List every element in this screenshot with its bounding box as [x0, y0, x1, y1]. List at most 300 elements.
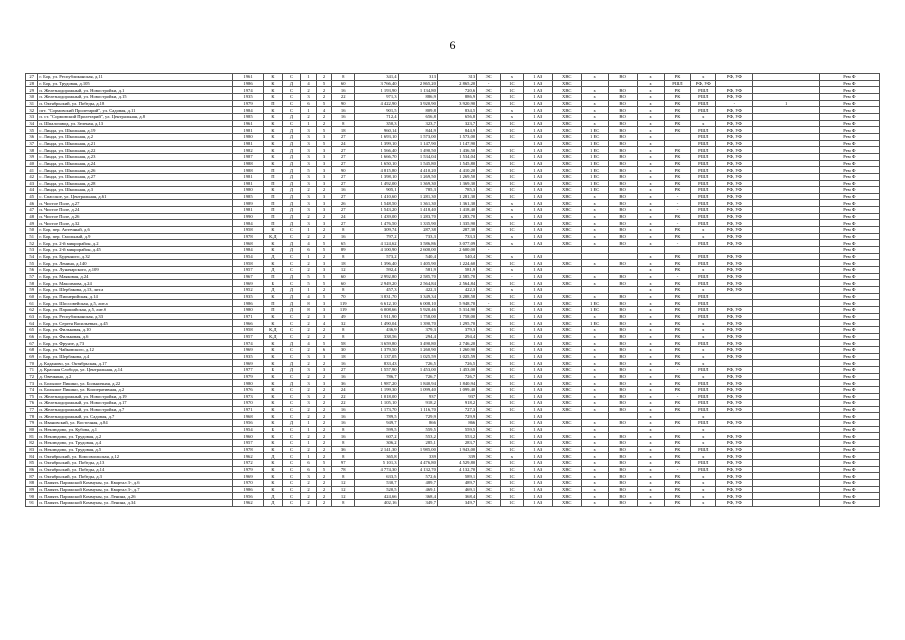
- cell-total-area: 960,14: [355, 127, 398, 134]
- cell-sewerage: ВО: [608, 220, 637, 227]
- cell-floor-type: С: [282, 107, 301, 114]
- cell-repair-fund: Рем Ф: [819, 287, 879, 294]
- cell-basement-repair: х: [691, 373, 716, 380]
- cell-build-year: 1980: [233, 380, 264, 387]
- cell-row-number: 75: [26, 393, 38, 400]
- cell-drainage: х: [637, 80, 664, 87]
- cell-address: г. Бор, ул. Пионерийская, д.14: [38, 293, 233, 300]
- cell-heating: 1С: [501, 120, 524, 127]
- cell-total-area: 1 137,05: [355, 353, 398, 360]
- cell-basement-repair: х: [691, 353, 716, 360]
- cell-hot-water: х: [581, 433, 608, 440]
- cell-hot-water: х: [581, 493, 608, 500]
- cell-floors: 3: [316, 313, 332, 320]
- cell-facade-repair: РФ, УФ: [716, 113, 753, 120]
- cell-sewerage: ВО: [608, 353, 637, 360]
- cell-address: п. Железнодорожный, ул. Новостройки, д.17: [38, 400, 233, 407]
- cell-floors: 3: [316, 153, 332, 160]
- cell-living-area: 4 132,70: [398, 466, 437, 473]
- cell-roof-repair: РК: [664, 373, 691, 380]
- cell-facade-repair: РФ, УФ: [716, 406, 753, 413]
- cell-build-year: 1968: [233, 413, 264, 420]
- cell-repair-fund: Рем Ф: [819, 293, 879, 300]
- cell-hot-water: х: [581, 466, 608, 473]
- cell-hot-water: х: [581, 346, 608, 353]
- cell-drainage: х: [637, 153, 664, 160]
- cell-cold-water: ХВС: [552, 466, 581, 473]
- cell-floor-type: Д: [282, 300, 301, 307]
- cell-sections: 5: [301, 167, 317, 174]
- cell-cold-water: ХВС: [552, 353, 581, 360]
- cell-sections: 2: [301, 346, 317, 353]
- cell-residential-area: 422,3: [437, 287, 476, 294]
- cell-living-area: 422,3: [398, 287, 437, 294]
- cell-heating: 1С: [501, 353, 524, 360]
- cell-living-area: 844,9: [398, 127, 437, 134]
- cell-heating: х: [501, 267, 524, 274]
- cell-sections: 8: [301, 306, 317, 313]
- cell-apartments: 12: [332, 480, 355, 487]
- cell-repair-fund: Рем Ф: [819, 453, 879, 460]
- cell-roof-repair: РК: [664, 300, 691, 307]
- cell-living-area: 285,1: [398, 440, 437, 447]
- cell-floors: 3: [316, 366, 332, 373]
- cell-roof-repair: РК: [664, 180, 691, 187]
- cell-build-year: 1952: [233, 287, 264, 294]
- cell-roof-repair: РК: [664, 306, 691, 313]
- cell-apartments: 60: [332, 273, 355, 280]
- cell-gas: 1 АЗ: [523, 453, 552, 460]
- cell-repair-fund: Рем Ф: [819, 466, 879, 473]
- cell-living-area: 1 985,00: [398, 446, 437, 453]
- cell-repair-fund: Рем Ф: [819, 113, 879, 120]
- cell-floors: 2: [316, 253, 332, 260]
- cell-apartments: 26: [332, 200, 355, 207]
- cell-extra: [753, 267, 819, 274]
- cell-drainage: х: [637, 380, 664, 387]
- cell-drainage: х: [637, 187, 664, 194]
- cell-hot-water: х: [581, 313, 608, 320]
- cell-sewerage: ВО: [608, 207, 637, 214]
- cell-residential-area: 1 335,90: [437, 220, 476, 227]
- cell-facade-repair: [716, 426, 753, 433]
- cell-sewerage: ВО: [608, 400, 637, 407]
- cell-floor-type: С: [282, 393, 301, 400]
- cell-power-supply: ЭС: [477, 173, 501, 180]
- cell-wall-material: К,Д: [264, 233, 283, 240]
- cell-build-year: 1958: [233, 227, 264, 234]
- cell-wall-material: К: [264, 127, 283, 134]
- cell-residential-area: 1 099,40: [437, 386, 476, 393]
- cell-wall-material: К: [264, 313, 283, 320]
- cell-total-area: 1 476,50: [355, 220, 398, 227]
- cell-drainage: х: [637, 466, 664, 473]
- cell-apartments: 27: [332, 220, 355, 227]
- cell-sewerage: ВО: [608, 233, 637, 240]
- cell-living-area: 287,38: [398, 227, 437, 234]
- cell-facade-repair: РФ, УФ: [716, 187, 753, 194]
- cell-total-area: 1 566,40: [355, 147, 398, 154]
- cell-cold-water: ХВС: [552, 440, 581, 447]
- table-row: [26, 133, 880, 140]
- cell-cold-water: ХВС: [552, 380, 581, 387]
- cell-apartments: 89: [332, 247, 355, 254]
- cell-extra: [753, 380, 819, 387]
- cell-apartments: 49: [332, 313, 355, 320]
- cell-extra: [753, 480, 819, 487]
- cell-total-area: 1 396,40: [355, 260, 398, 267]
- cell-drainage: х: [637, 260, 664, 267]
- cell-heating: 1С: [501, 153, 524, 160]
- cell-roof-repair: РК: [664, 386, 691, 393]
- cell-power-supply: ЭС: [477, 493, 501, 500]
- cell-repair-fund: Рем Ф: [819, 273, 879, 280]
- cell-facade-repair: РФ, УФ: [716, 173, 753, 180]
- cell-living-area: 368,4: [398, 493, 437, 500]
- cell-heating: х: [501, 287, 524, 294]
- cell-basement-repair: х: [691, 320, 716, 327]
- cell-basement-repair: РШЛ: [691, 127, 716, 134]
- cell-sections: 2: [301, 260, 317, 267]
- cell-residential-area: 785,3: [437, 187, 476, 194]
- cell-power-supply: ЭС: [477, 287, 501, 294]
- cell-build-year: 1980: [233, 306, 264, 313]
- cell-hot-water: х: [581, 273, 608, 280]
- cell-build-year: 1969: [233, 346, 264, 353]
- cell-roof-repair: РК: [664, 340, 691, 347]
- cell-facade-repair: РФ, УФ: [716, 486, 753, 493]
- cell-roof-repair: -: [664, 466, 691, 473]
- cell-total-area: 1 490,04: [355, 320, 398, 327]
- cell-facade-repair: РФ, УФ: [716, 147, 753, 154]
- cell-roof-repair: РК: [664, 187, 691, 194]
- cell-heating: х: [501, 74, 524, 81]
- cell-floor-type: С: [282, 373, 301, 380]
- cell-hot-water: х: [581, 113, 608, 120]
- cell-cold-water: ХВС: [552, 326, 581, 333]
- cell-address: с. Линда, ул. Школьная, д.22: [38, 147, 233, 154]
- cell-residential-area: 937: [437, 393, 476, 400]
- cell-roof-repair: [664, 413, 691, 420]
- cell-heating: 1С: [501, 147, 524, 154]
- cell-cold-water: ХВС: [552, 280, 581, 287]
- cell-extra: [753, 453, 819, 460]
- cell-gas: 1 АЗ: [523, 386, 552, 393]
- cell-gas: 1 АЗ: [523, 140, 552, 147]
- cell-repair-fund: Рем Ф: [819, 100, 879, 107]
- cell-repair-fund: Рем Ф: [819, 153, 879, 160]
- cell-living-area: 553,2: [398, 433, 437, 440]
- cell-total-area: 1 543,20: [355, 207, 398, 214]
- table-row: [26, 107, 880, 114]
- cell-cold-water: ХВС: [552, 127, 581, 134]
- cell-drainage: х: [637, 127, 664, 134]
- cell-wall-material: П: [264, 167, 283, 174]
- cell-heating: 1С: [501, 280, 524, 287]
- cell-repair-fund: Рем Ф: [819, 160, 879, 167]
- cell-row-number: 51: [26, 233, 38, 240]
- cell-heating: [501, 140, 524, 147]
- cell-repair-fund: Рем Ф: [819, 400, 879, 407]
- cell-extra: [753, 486, 819, 493]
- cell-facade-repair: РФ, УФ: [716, 260, 753, 267]
- table-row: [26, 460, 880, 467]
- cell-residential-area: 1 436,50: [437, 147, 476, 154]
- cell-drainage: х: [637, 433, 664, 440]
- cell-apartments: 18: [332, 260, 355, 267]
- cell-address: п. Память Парижской Коммуны, ул. Квартал 3-, д.7: [38, 486, 233, 493]
- cell-row-number: 85: [26, 460, 38, 467]
- cell-basement-repair: х: [691, 113, 716, 120]
- cell-drainage: х: [637, 74, 664, 81]
- cell-sections: 1: [301, 107, 317, 114]
- cell-address: пгт. "Сормовский Пролетарий", ул. Садовая, д.11: [38, 107, 233, 114]
- cell-sewerage: [608, 267, 637, 274]
- cell-cold-water: ХВС: [552, 187, 581, 194]
- cell-sewerage: ВО: [608, 333, 637, 340]
- cell-repair-fund: Рем Ф: [819, 413, 879, 420]
- cell-basement-repair: х: [691, 360, 716, 367]
- cell-heating: 1С: [501, 386, 524, 393]
- cell-address: п. Шпалозавод, ул. Зеленая, д.13: [38, 120, 233, 127]
- cell-repair-fund: Рем Ф: [819, 433, 879, 440]
- cell-basement-repair: х: [691, 333, 716, 340]
- cell-power-supply: ЭС: [477, 340, 501, 347]
- cell-drainage: х: [637, 293, 664, 300]
- cell-apartments: 97: [332, 460, 355, 467]
- cell-basement-repair: х: [691, 433, 716, 440]
- cell-address: г. Бор, ул. Шоссовейская, д.5, лит.а: [38, 300, 233, 307]
- cell-roof-repair: РК: [664, 440, 691, 447]
- cell-facade-repair: РФ, УФ: [716, 473, 753, 480]
- cell-drainage: х: [637, 267, 664, 274]
- cell-repair-fund: Рем Ф: [819, 306, 879, 313]
- cell-sewerage: [608, 247, 637, 254]
- cell-floors: 2: [316, 413, 332, 420]
- cell-roof-repair: -: [664, 273, 691, 280]
- cell-basement-repair: РШЛ: [691, 460, 716, 467]
- cell-gas: 1 АЗ: [523, 360, 552, 367]
- cell-gas: 1 АЗ: [523, 153, 552, 160]
- cell-basement-repair: РШЛ: [691, 207, 716, 214]
- table-row: [26, 207, 880, 214]
- cell-wall-material: К: [264, 247, 283, 254]
- cell-wall-material: П: [264, 200, 283, 207]
- cell-facade-repair: [716, 413, 753, 420]
- cell-sewerage: ВО: [608, 460, 637, 467]
- cell-living-area: 1 361,30: [398, 200, 437, 207]
- cell-drainage: х: [637, 400, 664, 407]
- cell-apartments: 8: [332, 287, 355, 294]
- cell-sewerage: ВО: [608, 373, 637, 380]
- cell-roof-repair: -: [664, 207, 691, 214]
- cell-cold-water: ХВС: [552, 173, 581, 180]
- cell-residential-area: 323,7: [437, 120, 476, 127]
- cell-heating: 1С: [501, 380, 524, 387]
- cell-sections: 2: [301, 373, 317, 380]
- cell-heating: 1С: [501, 326, 524, 333]
- cell-total-area: 3 659,80: [355, 340, 398, 347]
- cell-address: г. Бор, ул. Чайковского, д.12: [38, 346, 233, 353]
- cell-hot-water: 1 ЕС: [581, 180, 608, 187]
- cell-build-year: 1974: [233, 87, 264, 94]
- cell-basement-repair: РШЛ: [691, 87, 716, 94]
- cell-floor-type: С: [282, 253, 301, 260]
- cell-wall-material: Д: [264, 267, 283, 274]
- cell-power-supply: ЭС: [477, 333, 501, 340]
- cell-floors: 2: [316, 326, 332, 333]
- cell-power-supply: ЭС: [477, 107, 501, 114]
- cell-sewerage: ВО: [608, 406, 637, 413]
- cell-wall-material: К: [264, 240, 283, 247]
- cell-floors: 5: [316, 293, 332, 300]
- cell-facade-repair: РФ, УФ: [716, 340, 753, 347]
- table-row: [26, 480, 880, 487]
- cell-row-number: 90: [26, 493, 38, 500]
- cell-apartments: 90: [332, 167, 355, 174]
- cell-living-area: 294,4: [398, 333, 437, 340]
- cell-total-area: 633,5: [355, 473, 398, 480]
- cell-hot-water: 1 ЕС: [581, 140, 608, 147]
- cell-cold-water: ХВС: [552, 500, 581, 507]
- cell-extra: [753, 473, 819, 480]
- cell-address: п. Чистое Поле, д.27: [38, 200, 233, 207]
- cell-hot-water: х: [581, 227, 608, 234]
- cell-apartments: 16: [332, 113, 355, 120]
- cell-sewerage: ВО: [608, 493, 637, 500]
- cell-cold-water: ХВС: [552, 153, 581, 160]
- cell-address: п. Железнодорожный, ул. Новостройки, д.15: [38, 93, 233, 100]
- cell-drainage: х: [637, 147, 664, 154]
- cell-residential-area: 287,38: [437, 227, 476, 234]
- table-row: [26, 306, 880, 313]
- cell-wall-material: К: [264, 446, 283, 453]
- cell-heating: 1С: [501, 306, 524, 313]
- cell-floors: 4: [316, 320, 332, 327]
- cell-residential-area: 1 369,30: [437, 180, 476, 187]
- cell-hot-water: х: [581, 353, 608, 360]
- cell-sewerage: ВО: [608, 486, 637, 493]
- cell-cold-water: ХВС: [552, 147, 581, 154]
- cell-apartments: 16: [332, 233, 355, 240]
- table-row: [26, 326, 880, 333]
- cell-hot-water: х: [581, 107, 608, 114]
- cell-basement-repair: РШЛ: [691, 220, 716, 227]
- cell-residential-area: 834,5: [437, 107, 476, 114]
- cell-living-area: 1 405,90: [398, 260, 437, 267]
- cell-facade-repair: [716, 293, 753, 300]
- cell-residential-area: 866: [437, 420, 476, 427]
- cell-cold-water: [552, 267, 581, 274]
- cell-sections: 3: [301, 147, 317, 154]
- cell-build-year: 1988: [233, 167, 264, 174]
- cell-cold-water: ХВС: [552, 240, 581, 247]
- cell-hot-water: [581, 413, 608, 420]
- cell-row-number: 48: [26, 213, 38, 220]
- cell-repair-fund: Рем Ф: [819, 300, 879, 307]
- cell-power-supply: ЭС: [477, 293, 501, 300]
- cell-gas: 1 АЗ: [523, 227, 552, 234]
- cell-address: п. Октябрьский, ул. Победы, д.14: [38, 466, 233, 473]
- cell-living-area: 323,7: [398, 120, 437, 127]
- cell-power-supply: -: [477, 300, 501, 307]
- cell-row-number: 88: [26, 480, 38, 487]
- cell-roof-repair: [664, 140, 691, 147]
- cell-wall-material: К: [264, 133, 283, 140]
- cell-total-area: 971,3: [355, 93, 398, 100]
- cell-row-number: 80: [26, 426, 38, 433]
- cell-sections: 1: [301, 120, 317, 127]
- cell-row-number: 43: [26, 180, 38, 187]
- cell-address: с. Линда, ул. Школьная, д.28: [38, 180, 233, 187]
- cell-power-supply: ЭС: [477, 253, 501, 260]
- cell-repair-fund: Рем Ф: [819, 480, 879, 487]
- cell-basement-repair: РШЛ: [691, 167, 716, 174]
- cell-living-area: 1 116,70: [398, 406, 437, 413]
- cell-residential-area: 1 281,30: [437, 193, 476, 200]
- cell-apartments: 8: [332, 120, 355, 127]
- cell-address: г. Бор, ул. Республиканская, д.33: [38, 313, 233, 320]
- cell-residential-area: 283,7: [437, 440, 476, 447]
- cell-basement-repair: РШЛ: [691, 273, 716, 280]
- cell-basement-repair: РШЛ: [691, 420, 716, 427]
- cell-gas: 1 АЗ: [523, 393, 552, 400]
- cell-sections: 3: [301, 153, 317, 160]
- table-row: [26, 267, 880, 274]
- cell-wall-material: К: [264, 113, 283, 120]
- cell-row-number: 47: [26, 207, 38, 214]
- cell-repair-fund: Рем Ф: [819, 207, 879, 214]
- cell-repair-fund: Рем Ф: [819, 353, 879, 360]
- cell-basement-repair: х: [691, 473, 716, 480]
- cell-cold-water: [552, 287, 581, 294]
- cell-floor-type: Д: [282, 380, 301, 387]
- cell-sections: 3: [301, 473, 317, 480]
- cell-gas: 1 АЗ: [523, 80, 552, 87]
- cell-residential-area: 1 025,59: [437, 353, 476, 360]
- cell-drainage: х: [637, 113, 664, 120]
- cell-facade-repair: -: [716, 100, 753, 107]
- cell-gas: 1 АЗ: [523, 346, 552, 353]
- cell-apartments: 78: [332, 466, 355, 473]
- cell-wall-material: К,Д: [264, 333, 283, 340]
- cell-extra: [753, 293, 819, 300]
- cell-drainage: х: [637, 313, 664, 320]
- cell-floor-type: Д: [282, 193, 301, 200]
- cell-heating: 1С: [501, 320, 524, 327]
- cell-basement-repair: РШЛ: [691, 180, 716, 187]
- cell-roof-repair: РК: [664, 167, 691, 174]
- table-row: [26, 420, 880, 427]
- cell-floor-type: Д: [282, 167, 301, 174]
- cell-basement-repair: РШЛ: [691, 446, 716, 453]
- cell-heating: х: [501, 253, 524, 260]
- cell-floors: 2: [316, 446, 332, 453]
- cell-basement-repair: РШЛ: [691, 260, 716, 267]
- cell-build-year: 1980: [233, 133, 264, 140]
- cell-address: п. Чистое Поле, д.26: [38, 213, 233, 220]
- cell-power-supply: ЭС: [477, 167, 501, 174]
- cell-repair-fund: Рем Ф: [819, 393, 879, 400]
- table-row: [26, 433, 880, 440]
- cell-total-area: 306,2: [355, 440, 398, 447]
- cell-total-area: 592,4: [355, 267, 398, 274]
- cell-build-year: 1962: [233, 453, 264, 460]
- cell-living-area: 1 490,50: [398, 147, 437, 154]
- cell-sections: 1: [301, 426, 317, 433]
- cell-extra: [753, 80, 819, 87]
- cell-floor-type: С: [282, 313, 301, 320]
